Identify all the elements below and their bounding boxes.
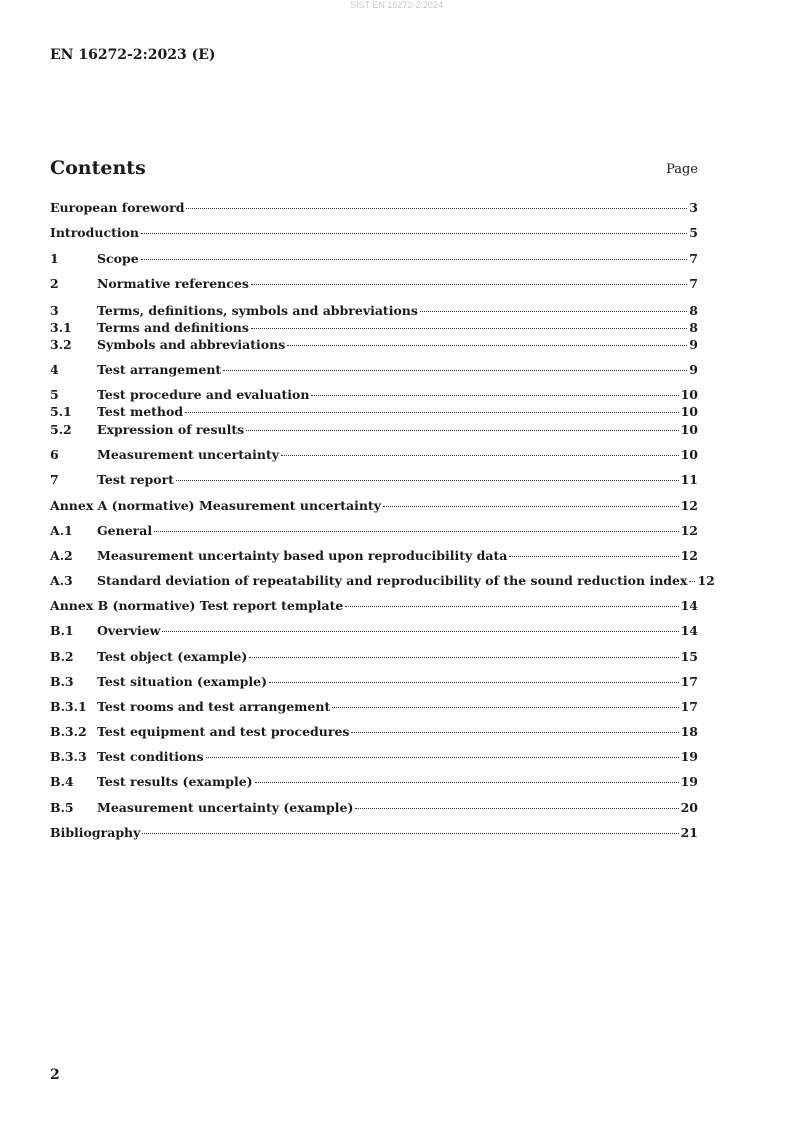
toc-entry-number: B.5	[50, 800, 74, 815]
toc-entry-number: B.4	[50, 774, 74, 789]
toc-entry-title: Overview	[97, 623, 161, 638]
toc-entry-title: Symbols and abbreviations	[97, 337, 286, 352]
toc-entry-page: 7	[689, 276, 698, 291]
toc-entry-page: 12	[680, 548, 698, 563]
toc-entry-page: 10	[680, 422, 698, 437]
toc-entry[interactable]	[50, 799, 698, 817]
toc-entry[interactable]	[50, 224, 698, 242]
dot-leader	[154, 531, 678, 532]
dot-leader	[186, 208, 687, 209]
toc-entry-title: Test method	[97, 404, 184, 419]
toc-entry-number: 4	[50, 362, 59, 377]
toc-entry-number: A.2	[50, 548, 73, 563]
toc-entry-title: Measurement uncertainty (example)	[97, 800, 354, 815]
toc-entry-page: 9	[689, 337, 698, 352]
dot-leader	[206, 757, 679, 758]
toc-entry-page: 5	[689, 225, 698, 240]
toc-entry-title: Test procedure and evaluation	[97, 387, 310, 402]
toc-entry-number: 5.1	[50, 404, 72, 419]
toc-entry-page: 10	[680, 404, 698, 419]
toc-entry-title: Test arrangement	[97, 362, 222, 377]
dot-leader	[355, 808, 678, 809]
toc-entry[interactable]	[50, 421, 698, 439]
toc-entry-title: Measurement uncertainty	[97, 447, 280, 462]
dot-leader	[141, 233, 687, 234]
toc-entry-title: General	[97, 523, 153, 538]
dot-leader	[141, 259, 688, 260]
toc-entry[interactable]	[50, 824, 698, 842]
toc-entry-title: Test conditions	[97, 749, 204, 764]
toc-entry-page: 14	[680, 598, 698, 613]
dot-leader	[176, 480, 679, 481]
toc-entry[interactable]	[50, 723, 698, 741]
toc-entry-page: 17	[680, 699, 698, 714]
toc-entry-page: 3	[689, 200, 698, 215]
toc-entry[interactable]	[50, 319, 698, 337]
toc-entry-page: 14	[680, 623, 698, 638]
toc-entry-title: Introduction	[50, 225, 140, 240]
toc-entry-number: 1	[50, 251, 59, 266]
toc-entry-page: 15	[680, 649, 698, 664]
toc-entry[interactable]	[50, 471, 698, 489]
toc-entry-page: 12	[697, 573, 715, 588]
toc-entry-page: 9	[689, 362, 698, 377]
dot-leader	[351, 732, 678, 733]
toc-entry-number: 6	[50, 447, 59, 462]
toc-entry-page: 19	[680, 749, 698, 764]
toc-entry-number: B.3	[50, 674, 74, 689]
toc-entry-title: Scope	[97, 251, 139, 266]
toc-entry-number: B.3.3	[50, 749, 87, 764]
toc-entry[interactable]	[50, 250, 698, 268]
toc-entry[interactable]	[50, 547, 698, 565]
toc-entry-page: 10	[680, 447, 698, 462]
toc-entry[interactable]	[50, 386, 698, 404]
dot-leader	[251, 284, 687, 285]
toc-entry[interactable]	[50, 361, 698, 379]
toc-entry[interactable]	[50, 597, 698, 615]
toc-entry[interactable]	[50, 622, 698, 640]
toc-entry-page: 20	[680, 800, 698, 815]
toc-entry-title: Test equipment and test procedures	[97, 724, 350, 739]
toc-entry-title: Annex A (normative) Measurement uncertainty	[50, 498, 381, 513]
toc-entry-number: 3	[50, 303, 59, 318]
toc-entry-number: 2	[50, 276, 59, 291]
dot-leader	[345, 606, 678, 607]
dot-leader	[255, 782, 679, 783]
toc-entry-page: 12	[680, 523, 698, 538]
toc-entry[interactable]	[50, 698, 698, 716]
dot-leader	[287, 345, 687, 346]
toc-entry[interactable]	[50, 572, 715, 590]
dot-leader	[383, 506, 679, 507]
toc-entry-number: 5	[50, 387, 59, 402]
toc-entry-page: 8	[689, 320, 698, 335]
dot-leader	[311, 395, 678, 396]
toc-entry[interactable]	[50, 446, 698, 464]
page-number: 2	[50, 1067, 60, 1083]
toc-entry-title: Test rooms and test arrangement	[97, 699, 331, 714]
toc-entry-title: Terms, definitions, symbols and abbreviations	[97, 303, 418, 318]
toc-entry-number: 3.2	[50, 337, 72, 352]
watermark: SIST EN 16272-2:2024	[350, 0, 443, 10]
toc-entry-title: Test object (example)	[97, 649, 248, 664]
dot-leader	[246, 430, 678, 431]
toc-entry-title: Normative references	[97, 276, 249, 291]
toc-entry-title: Standard deviation of repeatability and reproducibility of the sound reduction index	[97, 573, 688, 588]
toc-entry-title: Bibliography	[50, 825, 141, 840]
toc-entry-page: 12	[680, 498, 698, 513]
toc-entry-page: 7	[689, 251, 698, 266]
toc-entry[interactable]	[50, 336, 698, 354]
toc-entry[interactable]	[50, 773, 698, 791]
toc-entry[interactable]	[50, 403, 698, 421]
toc-entry-number: A.1	[50, 523, 73, 538]
toc-entry-title: Terms and definitions	[97, 320, 249, 335]
toc-entry-title: Test report	[97, 472, 174, 487]
toc-entry-page: 11	[680, 472, 698, 487]
dot-leader	[420, 311, 687, 312]
toc-entry-title: Expression of results	[97, 422, 245, 437]
toc-entry-title: Test results (example)	[97, 774, 253, 789]
toc-entry-page: 10	[680, 387, 698, 402]
toc-entry-title: Measurement uncertainty based upon reproducibility data	[97, 548, 508, 563]
contents-title: Contents	[50, 157, 146, 179]
toc-entry-number: A.3	[50, 573, 73, 588]
toc-entry-title: Annex B (normative) Test report template	[50, 598, 344, 613]
toc-entry[interactable]	[50, 199, 698, 217]
toc-entry[interactable]	[50, 748, 698, 766]
document-id: EN 16272-2:2023 (E)	[50, 47, 216, 63]
dot-leader	[509, 556, 678, 557]
toc-entry-title: Test situation (example)	[97, 674, 268, 689]
dot-leader	[162, 631, 678, 632]
toc-entry[interactable]	[50, 275, 698, 293]
toc-entry[interactable]	[50, 673, 698, 691]
toc-entry-page: 21	[680, 825, 698, 840]
toc-entry[interactable]	[50, 648, 698, 666]
toc-entry-title: European foreword	[50, 200, 185, 215]
toc-entry-number: 3.1	[50, 320, 72, 335]
toc-entry-page: 19	[680, 774, 698, 789]
toc-entry-number: B.3.1	[50, 699, 87, 714]
dot-leader	[251, 328, 687, 329]
toc-entry-page: 8	[689, 303, 698, 318]
toc-entry[interactable]	[50, 302, 698, 320]
page-column-label: Page	[666, 162, 698, 177]
dot-leader	[332, 707, 678, 708]
toc-entry-number: 7	[50, 472, 59, 487]
toc-entry-page: 18	[680, 724, 698, 739]
toc-entry-number: 5.2	[50, 422, 72, 437]
toc-entry-page: 17	[680, 674, 698, 689]
dot-leader	[281, 455, 679, 456]
dot-leader	[185, 412, 678, 413]
toc-entry-number: B.1	[50, 623, 74, 638]
toc-entry-number: B.3.2	[50, 724, 87, 739]
dot-leader	[142, 833, 678, 834]
toc-entry[interactable]	[50, 522, 698, 540]
dot-leader	[223, 370, 687, 371]
dot-leader	[689, 581, 695, 582]
toc-entry-number: B.2	[50, 649, 74, 664]
dot-leader	[269, 682, 679, 683]
toc-entry[interactable]	[50, 497, 698, 515]
dot-leader	[249, 657, 678, 658]
